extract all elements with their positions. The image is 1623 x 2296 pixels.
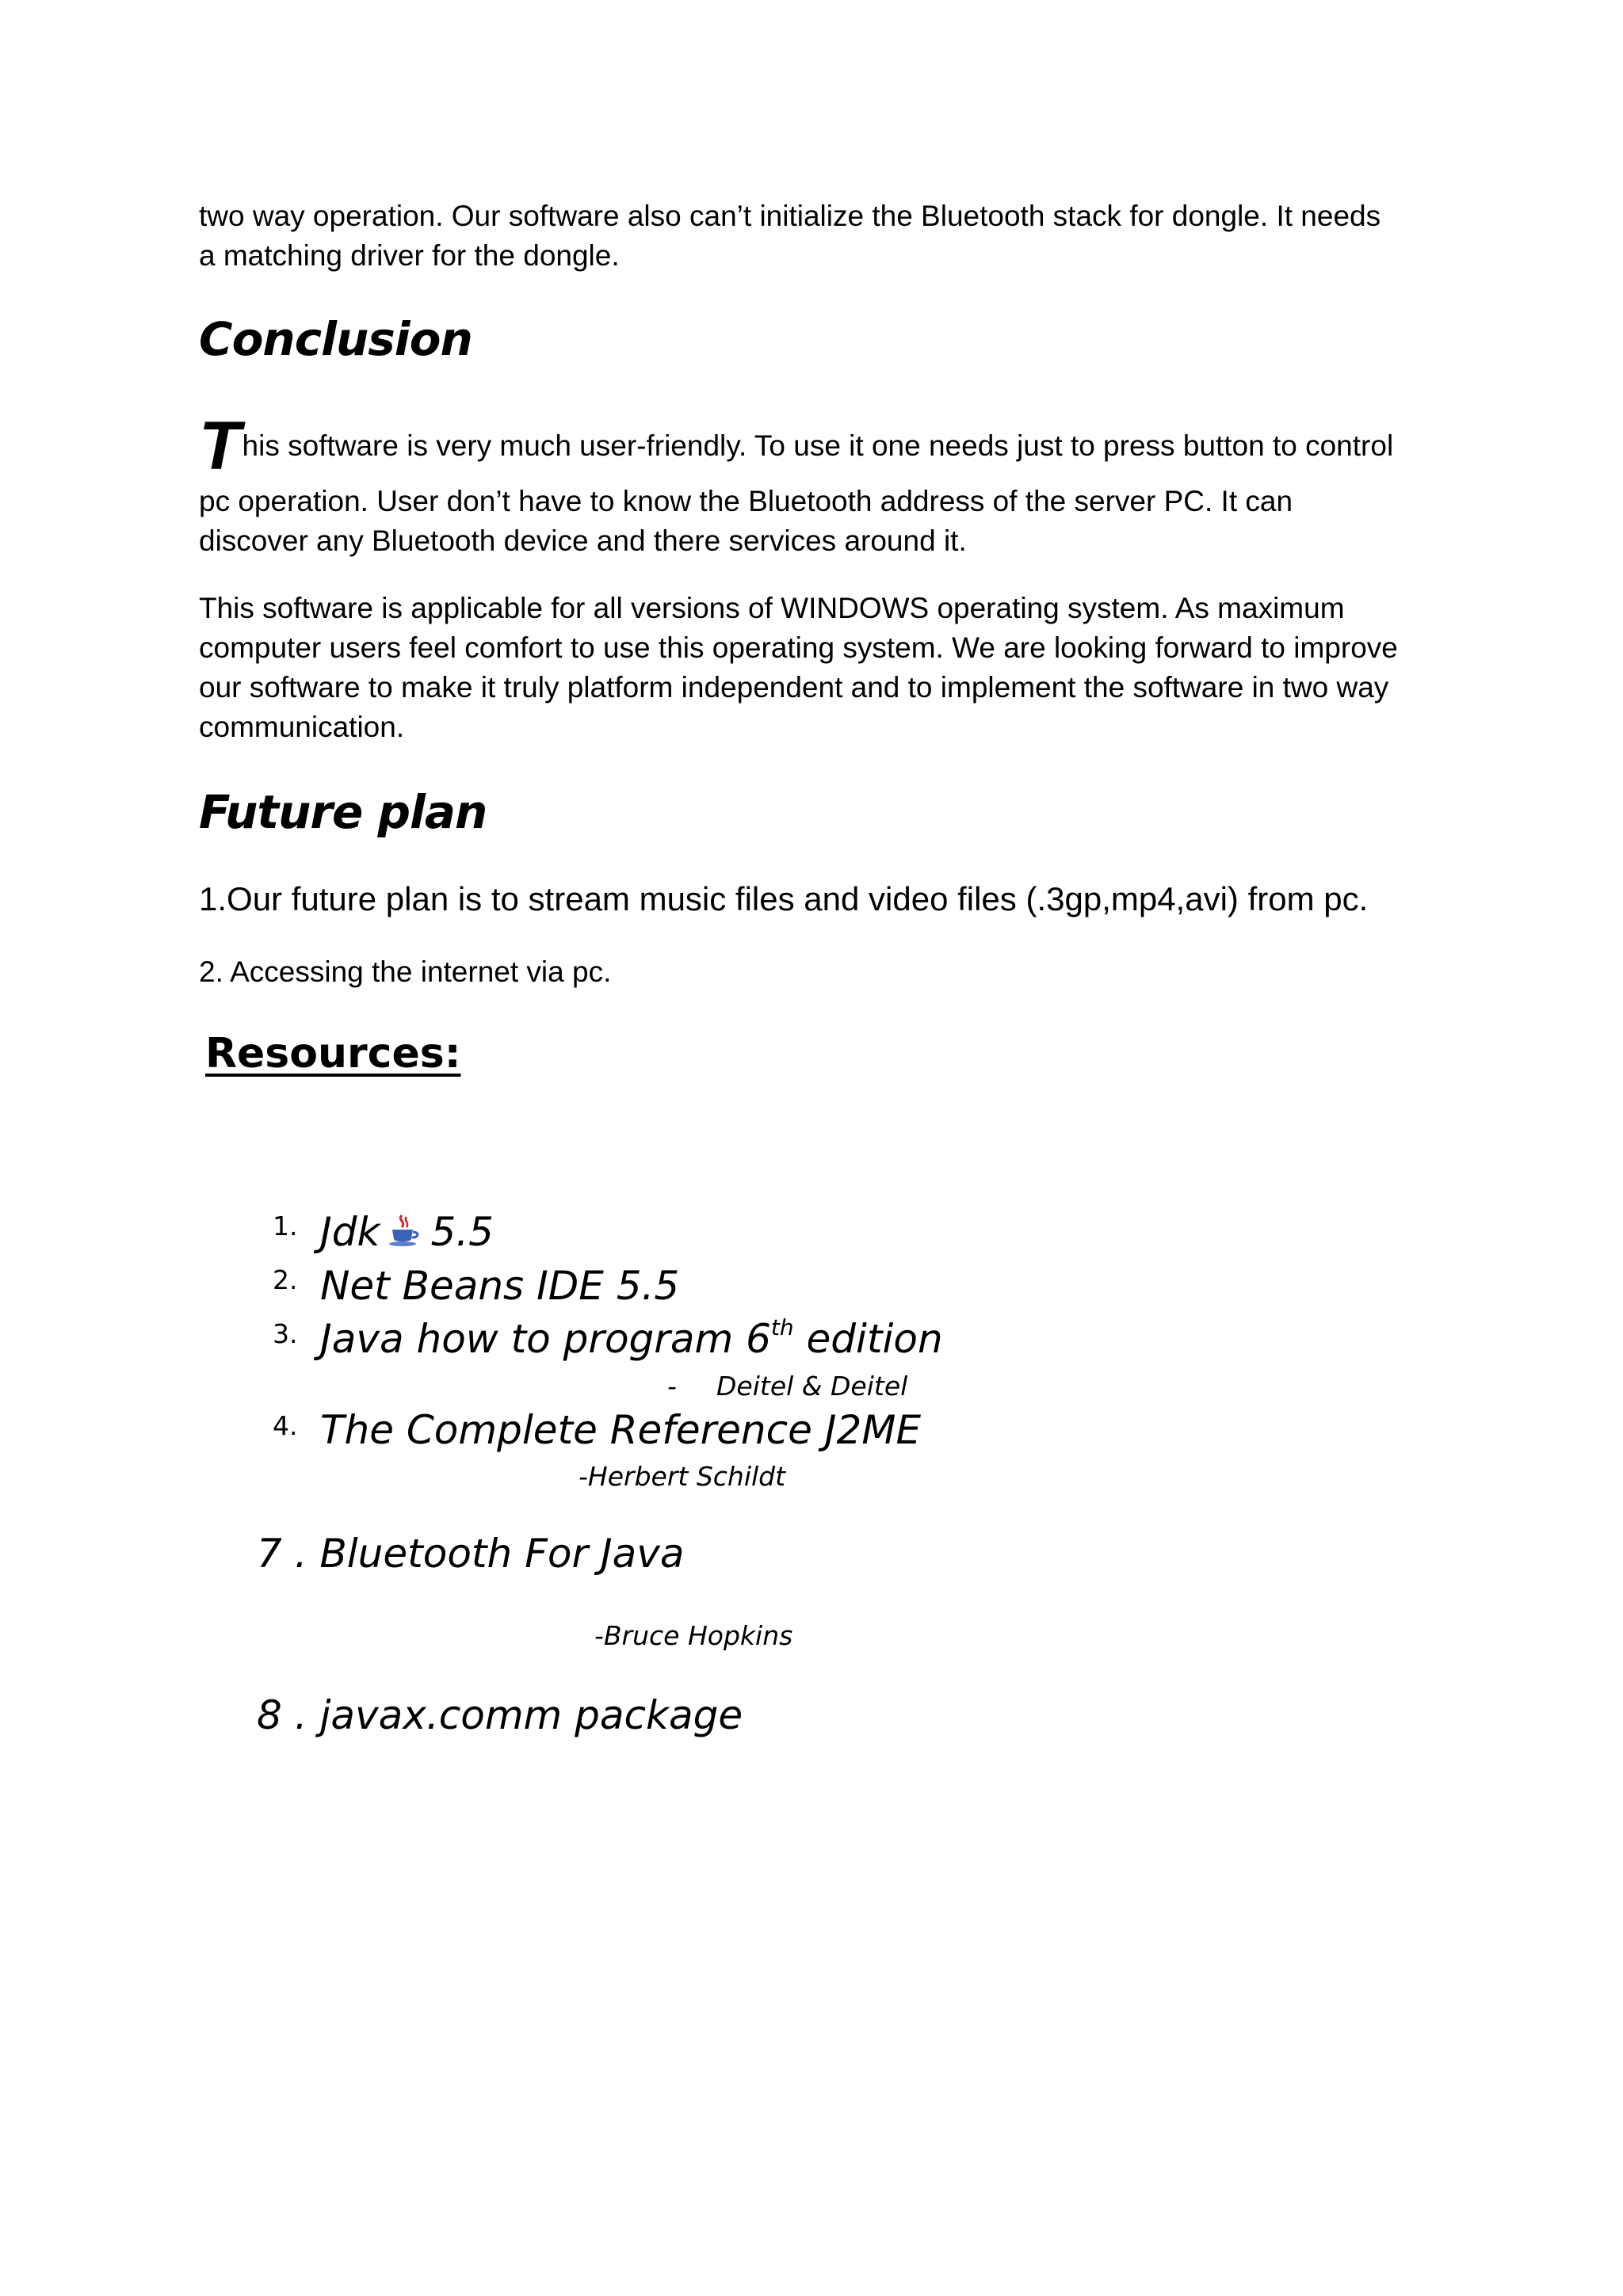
- resource-item-1-text: [320, 1209, 494, 1255]
- resource-item-3-title: Java how to program 6: [320, 1316, 771, 1362]
- list-number: 1.: [273, 1211, 298, 1241]
- intro-line-2: a matching driver for the dongle.: [199, 239, 620, 272]
- resource-item-7-author: -Bruce Hopkins: [594, 1620, 793, 1651]
- conclusion-p2-line-2: computer users feel comfort to use this operating system. We are looking forward to improve: [199, 631, 1398, 664]
- resource-item-3-author-dash: -: [667, 1371, 677, 1402]
- conclusion-p1-line-1: [199, 408, 1394, 484]
- resource-item-1: [273, 1211, 298, 1241]
- conclusion-p2-line-4: communication.: [199, 711, 405, 743]
- resource-item-4-text: The Complete Reference J2ME: [320, 1407, 922, 1453]
- resource-item-3-title-end: edition: [793, 1316, 943, 1362]
- resource-item-4-author: -Herbert Schildt: [579, 1461, 786, 1492]
- resource-item-3-author: Deitel & Deitel: [716, 1371, 908, 1402]
- list-number: 2.: [273, 1264, 298, 1295]
- future-plan-item-1: 1.Our future plan is to stream music files and video files (.3gp,mp4,avi) from pc.: [199, 880, 1369, 917]
- future-plan-heading: Future plan: [199, 785, 487, 839]
- conclusion-p2-line-3: our software to make it truly platform independent and to implement the software in two way: [199, 671, 1389, 704]
- resource-item-3: [273, 1318, 298, 1349]
- resources-heading: Resources:: [205, 1030, 461, 1077]
- resource-item-2: [273, 1264, 298, 1295]
- resource-item-7: 7 . Bluetooth For Java: [257, 1531, 685, 1577]
- list-number: 4.: [273, 1410, 298, 1441]
- drop-cap: T: [199, 408, 241, 484]
- resource-item-2-text: Net Beans IDE 5.5: [320, 1263, 680, 1309]
- resource-item-1-label: Jdk: [320, 1209, 380, 1255]
- java-coffee-cup-icon: [386, 1212, 422, 1249]
- conclusion-p1-line-1-text: his software is very much user-friendly. To use it one needs just to press button to control: [242, 429, 1394, 462]
- conclusion-heading: Conclusion: [199, 312, 472, 366]
- intro-line-1: two way operation. Our software also can’t initialize the Bluetooth stack for dongle. It needs: [199, 200, 1381, 232]
- resource-item-3-sup: th: [770, 1314, 794, 1341]
- resource-item-3-text: [320, 1316, 943, 1362]
- list-number: 3.: [273, 1318, 298, 1349]
- future-plan-item-2: 2. Accessing the internet via pc.: [199, 955, 612, 988]
- conclusion-p1-line-2: pc operation. User don’t have to know the Bluetooth address of the server PC. It can: [199, 485, 1293, 517]
- resource-item-8: 8 . javax.comm package: [257, 1692, 743, 1738]
- resource-item-1-version: 5.5: [430, 1209, 494, 1255]
- resource-item-4: [273, 1410, 298, 1441]
- conclusion-p2-line-1: This software is applicable for all versions of WINDOWS operating system. As maximum: [199, 592, 1345, 624]
- conclusion-p1-line-3: discover any Bluetooth device and there services around it.: [199, 524, 967, 557]
